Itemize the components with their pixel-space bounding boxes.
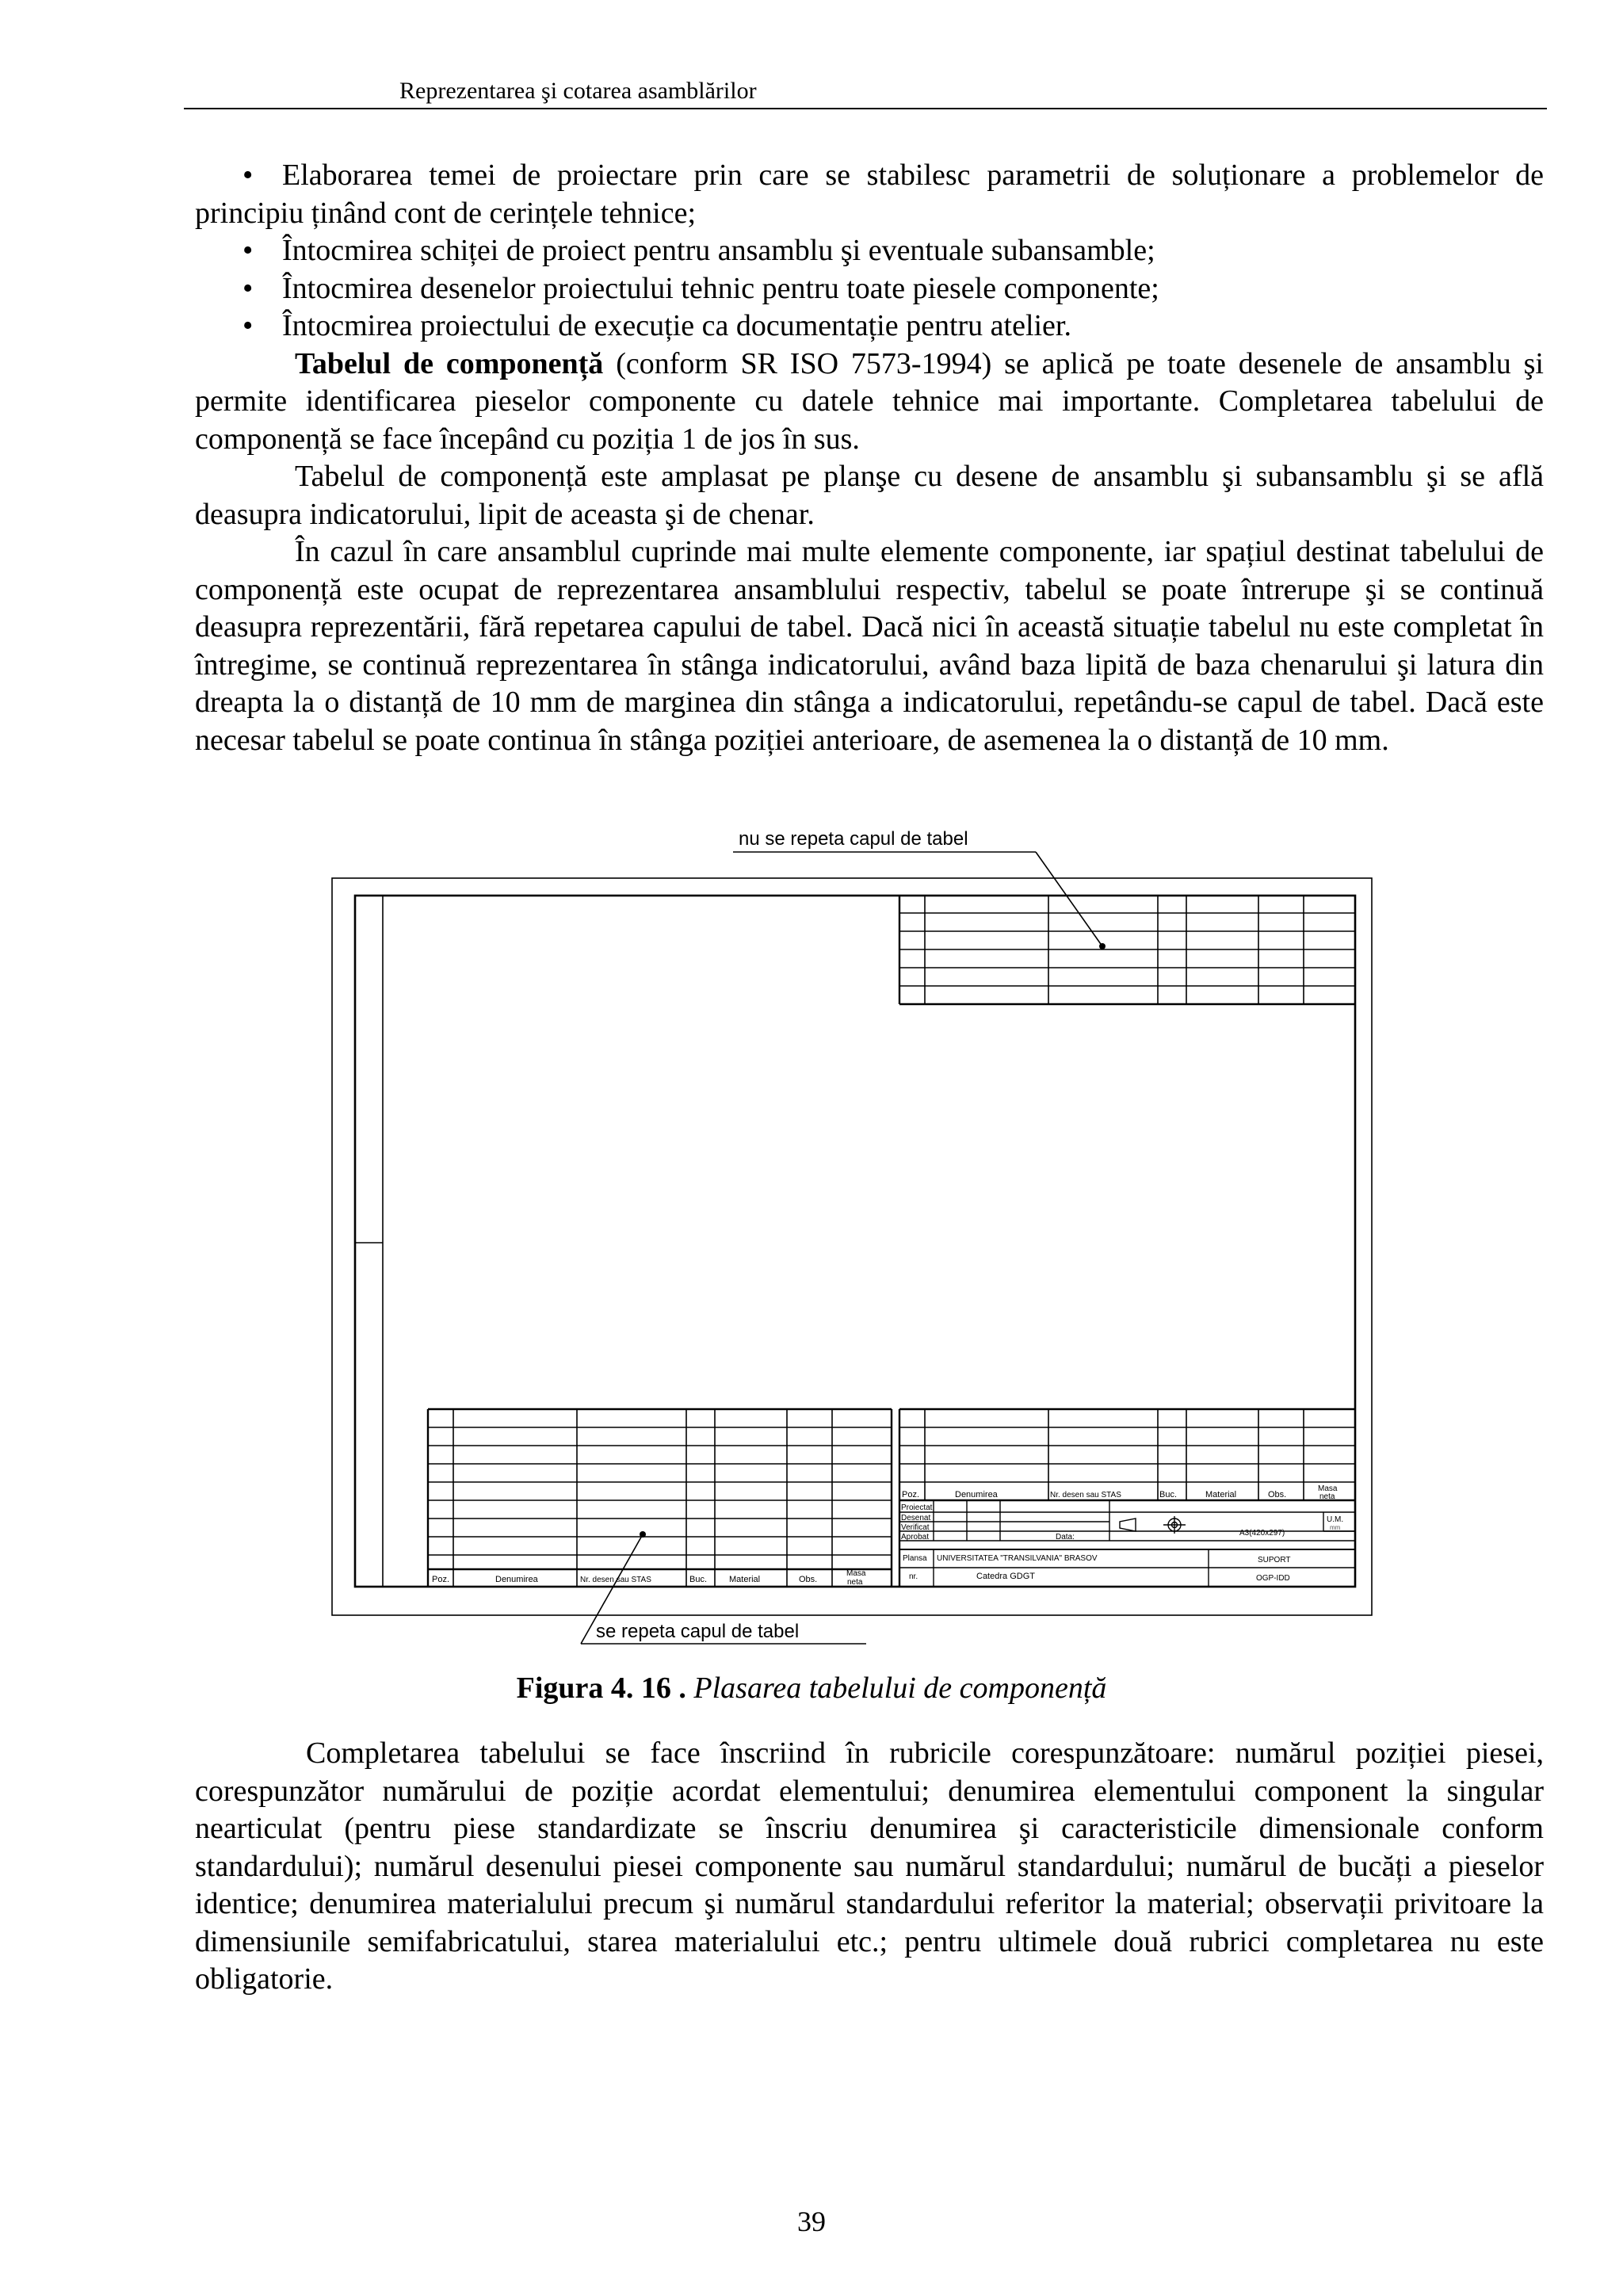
figure-caption: [0, 1671, 1623, 1706]
list-item: [195, 308, 1544, 346]
left-header-material: Material: [729, 1575, 761, 1584]
list-item: [195, 270, 1544, 308]
left-header-obs: Obs.: [799, 1575, 818, 1584]
header-rule: [184, 108, 1547, 109]
bullet-icon: •: [242, 271, 254, 305]
bullet-text: Întocmirea proiectului de execuție ca documentație pentru atelier.: [282, 309, 1071, 342]
tb-desenat: Desenat: [901, 1514, 931, 1522]
paragraph-intrerupere: În cazul în care ansamblul cuprinde mai multe elemente componente, iar spațiul destinat tabelului de componență este ocupat de reprezentarea ansamblului respectiv, tabelul se poate întrerupe şi se continuă deasupra reprezentării, fără repetarea capului de tabel. Dacă nici în această situație tabelul nu este completat în întregime, se continuă reprezentarea în stânga indicatorului, având baza lipită de baza chenarului şi latura din dreapta la o distanță de 10 mm de marginea din stânga a indicatorului, repetându-se capul de tabel. Dacă este necesar tabelul se poate continua în stânga poziției anterioare, de asemenea la o distanță de 10 mm.: [195, 535, 1544, 757]
body-text-top: [195, 157, 1544, 759]
bullet-text: Întocmirea desenelor proiectului tehnic pentru toate piesele componente;: [282, 271, 1159, 305]
bold-term: Tabelul de componență: [295, 346, 604, 380]
tb-proiectat: Proiectat: [901, 1503, 933, 1512]
list-item: [195, 232, 1544, 270]
tb-header-masa: Masa: [1318, 1484, 1338, 1493]
paragraph-completare: Completarea tabelului se face înscriind în rubricile corespunzătoare: numărul poziției piesei, corespunzător numărului de poziție acordat elementului; denumirea elementului component la singular nearticulat (pentru piese standardizate se înscriu denumirea şi caracteristicile dimensionale conform standardului); numărul desenului piesei componente sau numărul standardului; numărul de bucăți a pieselor identice; denumirea materialului precum şi numărul standardului referitor la material; observații privitoare la dimensiunile semifabricatului, starea materialului etc.; pentru ultimele două rubrici completarea nu este obligatorie.: [195, 1736, 1544, 1996]
table-continued-top: [899, 896, 1355, 1004]
left-header-masa: Masa: [846, 1569, 866, 1578]
figure-plasare-tabel: [325, 824, 1379, 1664]
tb-format: A3(420x297): [1239, 1529, 1285, 1538]
body-text-bottom: [195, 1735, 1544, 1999]
tb-header-nr-desen: Nr. desen sau STAS: [1050, 1491, 1121, 1499]
tb-header-material: Material: [1205, 1490, 1237, 1499]
bullet-icon: •: [242, 159, 254, 192]
table-continued-left: [428, 1409, 892, 1587]
tb-mm: mm: [1330, 1524, 1341, 1531]
tb-plansa: Plansa: [903, 1554, 927, 1563]
tb-header-buc: Buc.: [1159, 1490, 1178, 1499]
tb-data: Data:: [1056, 1533, 1075, 1541]
caption-number: Figura 4. 16 .: [516, 1671, 686, 1705]
bullet-icon: •: [242, 309, 254, 342]
outer-sheet-edge: [332, 878, 1372, 1615]
bullet-list: [195, 157, 1544, 346]
tb-cod: OGP-IDD: [1256, 1574, 1290, 1583]
tb-verificat: Verificat: [901, 1523, 930, 1532]
drawing-frame: [355, 896, 1355, 1587]
tb-header-neta: neta: [1319, 1492, 1335, 1501]
tb-header-obs: Obs.: [1268, 1490, 1287, 1499]
bullet-icon: •: [242, 234, 254, 267]
drawing-sheet-diagram: [325, 824, 1379, 1664]
paragraph-tabel-componenta: [195, 346, 1544, 459]
callout-dot: [1099, 943, 1106, 949]
paragraph-text: (conform SR ISO 7573-1994) se aplică pe toate desenele de ansamblu şi permite identificarea pieselor componente cu datele tehnice mai importante. Completarea tabelului de componență se face începând cu poziția 1 de jos în sus.: [195, 346, 1544, 456]
label-nu-se-repeta: nu se repeta capul de tabel: [739, 828, 968, 850]
tb-um: U.M.: [1327, 1515, 1344, 1524]
bullet-text: Elaborarea temei de proiectare prin care se stabilesc parametrii de soluționare a problemelor de principiu ținând cont de cerințele tehnice;: [195, 159, 1544, 230]
left-header-neta: neta: [847, 1578, 863, 1587]
tb-catedra: Catedra GDGT: [976, 1572, 1035, 1581]
tb-suport: SUPORT: [1258, 1556, 1291, 1564]
tb-universitatea: UNIVERSITATEA "TRANSILVANIA" BRASOV: [937, 1554, 1098, 1563]
tb-header-denumirea: Denumirea: [955, 1490, 998, 1499]
tb-header-poz: Poz.: [902, 1490, 920, 1499]
bullet-text: Întocmirea schiței de proiect pentru ansamblu şi eventuale subansamble;: [282, 234, 1155, 267]
tb-nr: nr.: [909, 1572, 918, 1581]
caption-title: Plasarea tabelului de componență: [693, 1671, 1107, 1705]
running-header: Reprezentarea şi cotarea asamblărilor: [399, 78, 757, 104]
label-se-repeta: se repeta capul de tabel: [596, 1621, 800, 1642]
left-header-poz: Poz.: [432, 1575, 450, 1584]
list-item: [195, 157, 1544, 232]
left-header-denumirea: Denumirea: [495, 1575, 538, 1584]
paragraph-amplasare: Tabelul de componență este amplasat pe planşe cu desene de ansamblu şi subansamblu şi se află deasupra indicatorului, lipit de aceasta şi de chenar.: [195, 460, 1544, 531]
page-number: 39: [797, 2206, 826, 2237]
left-header-nr-desen: Nr. desen sau STAS: [580, 1576, 651, 1584]
left-header-buc: Buc.: [689, 1575, 708, 1584]
tb-aprobat: Aprobat: [901, 1533, 930, 1541]
